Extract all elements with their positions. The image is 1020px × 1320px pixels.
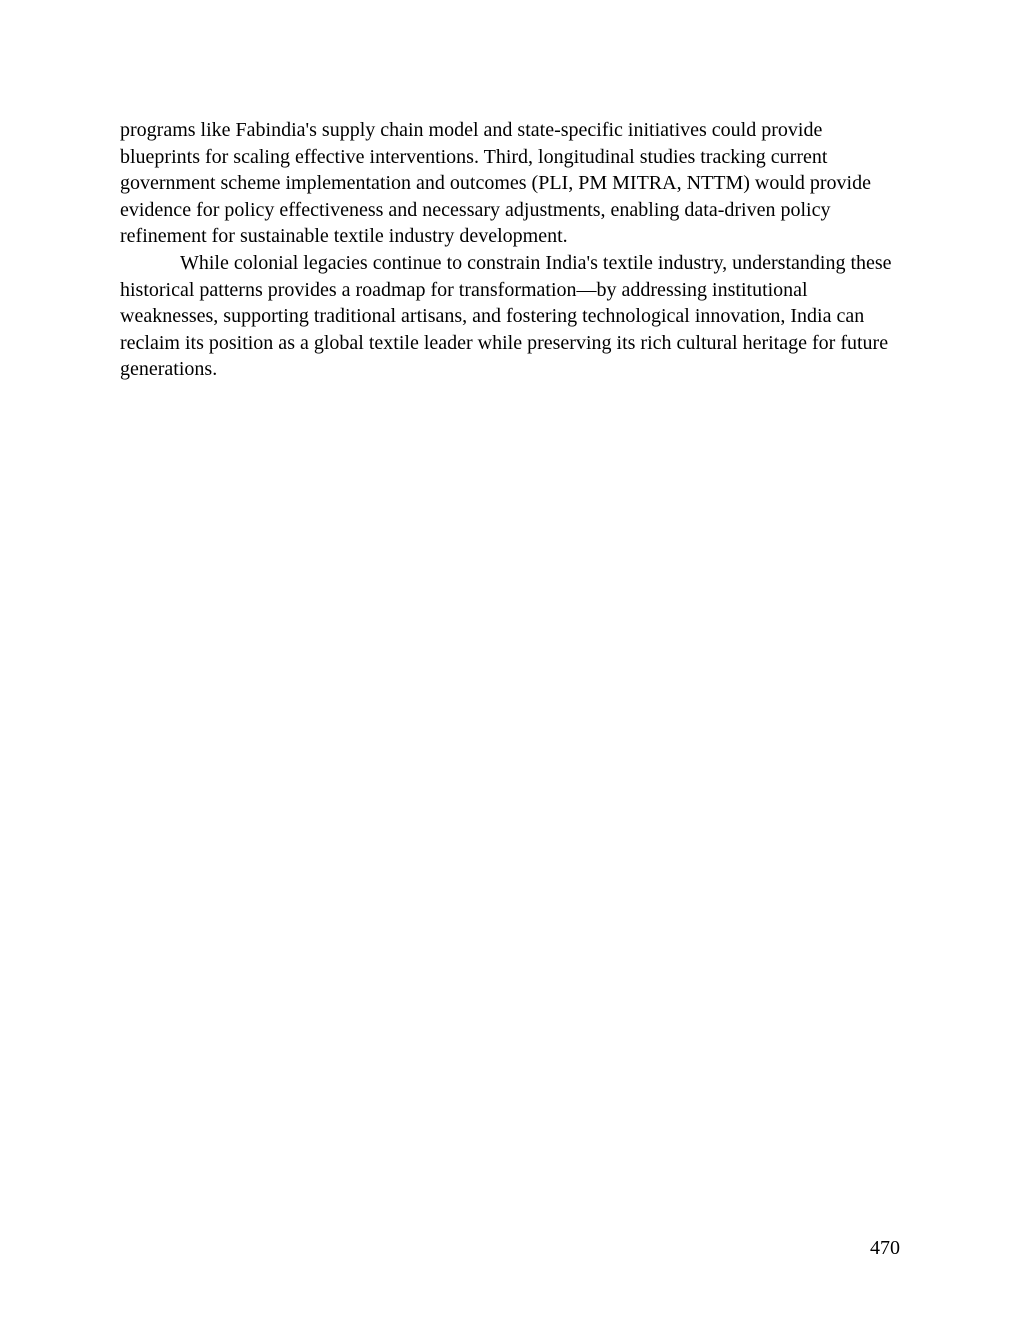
page-number: 470 — [870, 1237, 900, 1259]
paragraph: programs like Fabindia's supply chain model and state-specific initiatives could provide blueprints for scaling effective interventions. Third, longitudinal studies tracking current government scheme implementation and outcomes (PLI, PM MITRA, NTTM) would provide evidence for policy effectiveness and necessary adjustments, enabling data-driven policy refinement for sustainable textile industry development. — [120, 119, 871, 248]
page-body-text — [120, 117, 906, 383]
paragraph: While colonial legacies continue to constrain India's textile industry, understanding these historical patterns provides a roadmap for transformation—by addressing institutional weaknesses, supporting traditional artisans, and fostering technological innovation, India can reclaim its position as a global textile leader while preserving its rich cultural heritage for future generations. — [120, 251, 892, 381]
